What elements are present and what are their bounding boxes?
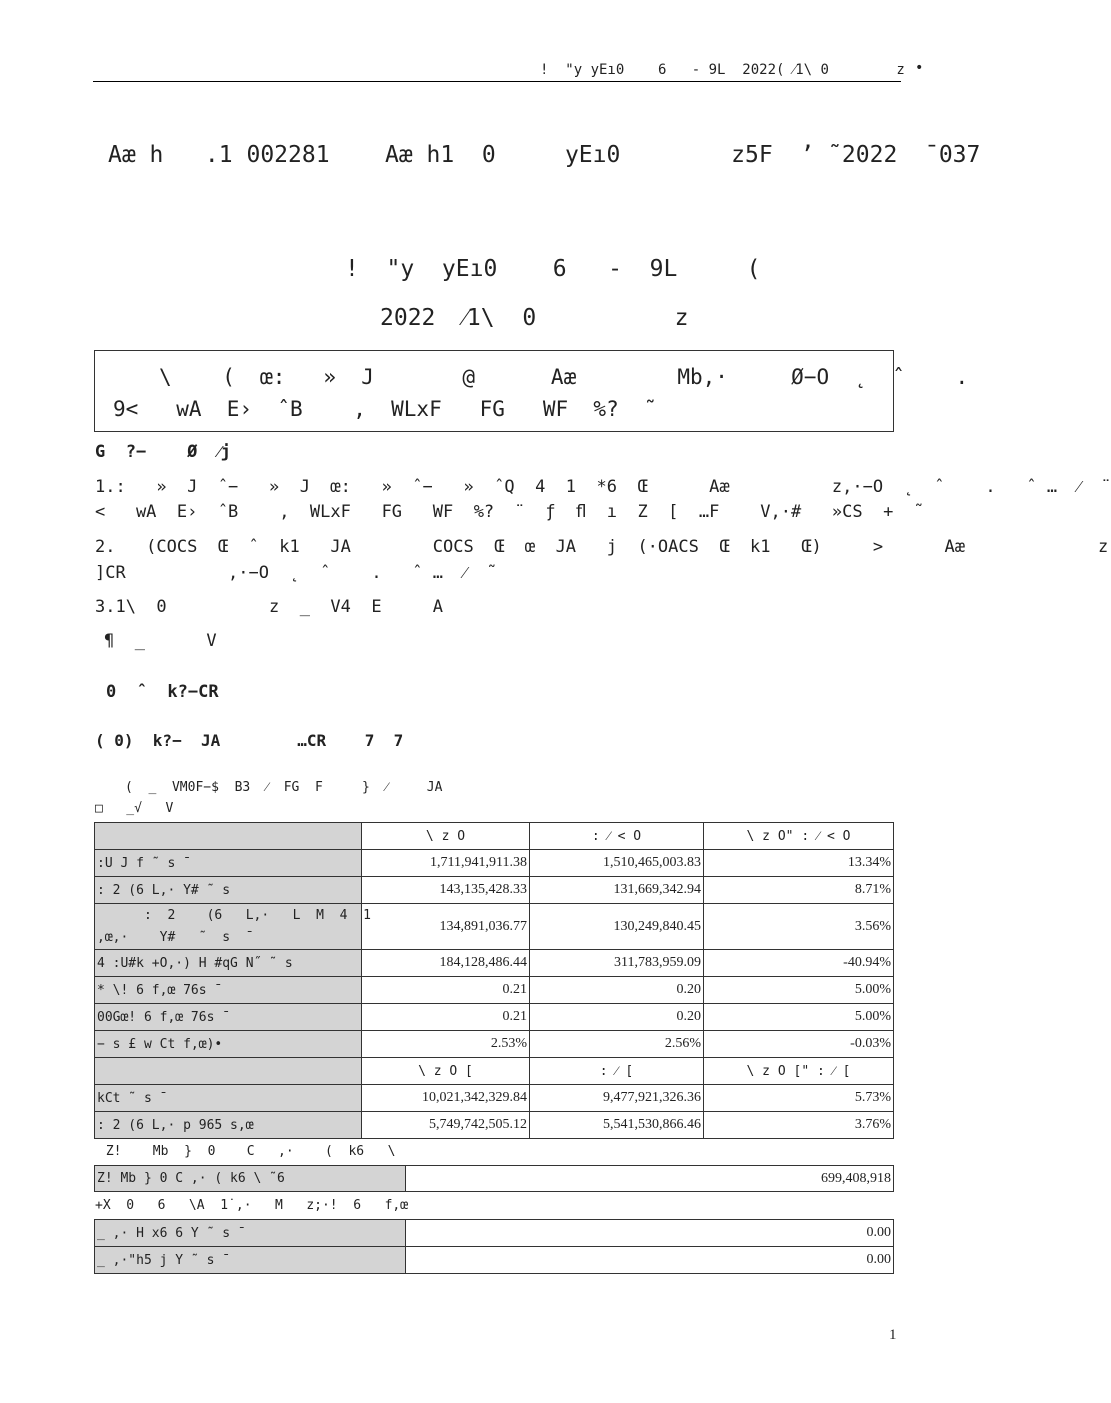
value-current: 5,749,742,505.12 [362,1112,530,1139]
row-label: 4 :U#k +O,·) H #qG N˝ ˜ s [95,950,362,977]
report-title-line1: ! "y yEı0 6 - 9L ( [345,256,761,282]
row-label: : 2 (6 L,· p 965 s,œ [95,1112,362,1139]
row-label: _ ,·"h5 j Y ˜ s ˉ [95,1247,406,1274]
share-capital-caption: Z! Mb } 0 C ,· ( k6 \ [98,1144,396,1159]
table-header-row [95,823,894,850]
value-prior: 311,783,959.09 [530,950,704,977]
value-prior: 2.56% [530,1031,704,1058]
diluted-eps-table [94,1219,894,1274]
value-prior: 9,477,921,326.36 [530,1085,704,1112]
value-change: -0.03% [704,1031,894,1058]
table-row [95,1004,894,1031]
report-title-line2: 2022 ⁄1\ 0 z [380,305,689,331]
value-prior: 0.20 [530,977,704,1004]
notice-item-2-line1: 2. (COCS Œ ˆ k1 JA COCS Œ œ JA j (·OACS Œ k1 Œ) > Aæ z [95,537,1109,557]
table-row [95,1166,894,1192]
value-change: 5.00% [704,1004,894,1031]
value-change: 13.34% [704,850,894,877]
value-prior: 1,510,465,003.83 [530,850,704,877]
value-prior: 130,249,840.45 [530,904,704,950]
value-shares: 699,408,918 [406,1166,894,1192]
board-statement-box [94,350,969,432]
value-prior: 0.20 [530,1004,704,1031]
notice-item-1-line1: 1.: » J ˆ− » J œ: » ˆ− » ˆQ 4 1 *6 Œ Aæ z,·−O ˛ ˆ . ˆ … ⁄ ¨ [95,477,1111,497]
subsection-heading-financial-data: ( 0) k?− JA …CR 7 7 [95,731,404,750]
running-header: ! "y yEı0 6 - 9L 2022( ⁄1\ 0 z [540,62,905,78]
row-label: :U J f ˜ s ˉ [95,850,362,877]
value-current: 1,711,941,911.38 [362,850,530,877]
row-label: Z! Mb } 0 C ,· ( k6 \ ˜6 [95,1166,406,1192]
header-cell-change: \ z O [" : ⁄ [ [704,1058,894,1085]
table-row [95,877,894,904]
table-row [95,1031,894,1058]
notice-item-2-line2: ]CR ,·−O ˛ ˆ . ˆ … ⁄ ˜ [95,563,497,583]
table-note-option: □ _√ V [95,801,174,816]
section-heading-company-data: 0 ˆ k?−CR [106,682,219,702]
value-current: 0.21 [362,977,530,1004]
key-financial-data-table [94,822,894,1139]
board-statement-line1: \ ( œ: » J @ Aæ Mb,· Ø−O ˛ ˆ . [159,365,969,389]
table-row [95,1247,894,1274]
value-eps: 0.00 [406,1247,894,1274]
value-current: 2.53% [362,1031,530,1058]
page-number: 1 [889,1327,897,1343]
share-capital-table [94,1165,894,1192]
header-rule [93,81,901,82]
value-eps: 0.00 [406,1220,894,1247]
important-notice-heading: G ?− Ø ⁄j [95,442,231,462]
header-cell-prior-year-end: : ⁄ [ [530,1058,704,1085]
row-label: 00Gœ! 6 f,œ 76s ˉ [95,1004,362,1031]
header-bullet: • [915,60,924,76]
row-label: : 2 (6 L,· Y# ˜ s [95,877,362,904]
value-current: 10,021,342,329.84 [362,1085,530,1112]
value-change: 3.56% [704,904,894,950]
table-row [95,950,894,977]
row-label: − s £ w Ct f,œ)• [95,1031,362,1058]
value-current: 134,891,036.77 [362,904,530,950]
stock-code-line: Aæ h .1 002281 Aæ h1 0 yEı0 z5F ’ ˜2022 ˉ037 [108,142,981,168]
table-row [95,1220,894,1247]
row-label: _ ,· H x6 6 Y ˜ s ˉ [95,1220,406,1247]
value-prior: 5,541,530,866.46 [530,1112,704,1139]
header-cell-current-period: \ z O [362,823,530,850]
value-change: 8.71% [704,877,894,904]
row-label: : 2 (6 L,· L M 4 1 ,œ,· Y# ˜ s ˉ [95,904,362,950]
header-cell-item [95,1058,362,1085]
value-change: -40.94% [704,950,894,977]
value-change: 5.73% [704,1085,894,1112]
header-cell-item [95,823,362,850]
notice-item-1-line2: < wA E› ˆB , WLxF FG WF %? ¨ ƒ ﬂ ı Z [ …F V,·# »CS + ˜ [95,502,925,522]
value-change: 3.76% [704,1112,894,1139]
row-label: * \! 6 f,œ 76s ˉ [95,977,362,1004]
header-cell-prior-period: : ⁄ < O [530,823,704,850]
table-row [95,1085,894,1112]
value-current: 143,135,428.33 [362,877,530,904]
value-prior: 131,669,342.94 [530,877,704,904]
header-cell-change: \ z O" : ⁄ < O [704,823,894,850]
header-cell-period-end: \ z O [ [362,1058,530,1085]
value-current: 0.21 [362,1004,530,1031]
table-note-restatement: ( _ VM0F−$ B3 ⁄ FG F } ⁄ JA [125,780,443,795]
board-statement-line2: 9< wA E› ˆB , WLxF FG WF %? ˜ [113,397,657,421]
notice-item-3-option: ¶ _ V [104,631,217,651]
diluted-eps-caption: +X 0 6 \A 1˙,· M z;·! 6 f,œ [95,1198,409,1213]
table-row [95,850,894,877]
table-subheader-row [95,1058,894,1085]
value-change: 5.00% [704,977,894,1004]
table-row [95,1112,894,1139]
table-row [95,977,894,1004]
value-current: 184,128,486.44 [362,950,530,977]
row-label: kCt ˜ s ˉ [95,1085,362,1112]
table-row [95,904,894,950]
notice-item-3: 3.1\ 0 z _ V4 E A [95,597,443,617]
